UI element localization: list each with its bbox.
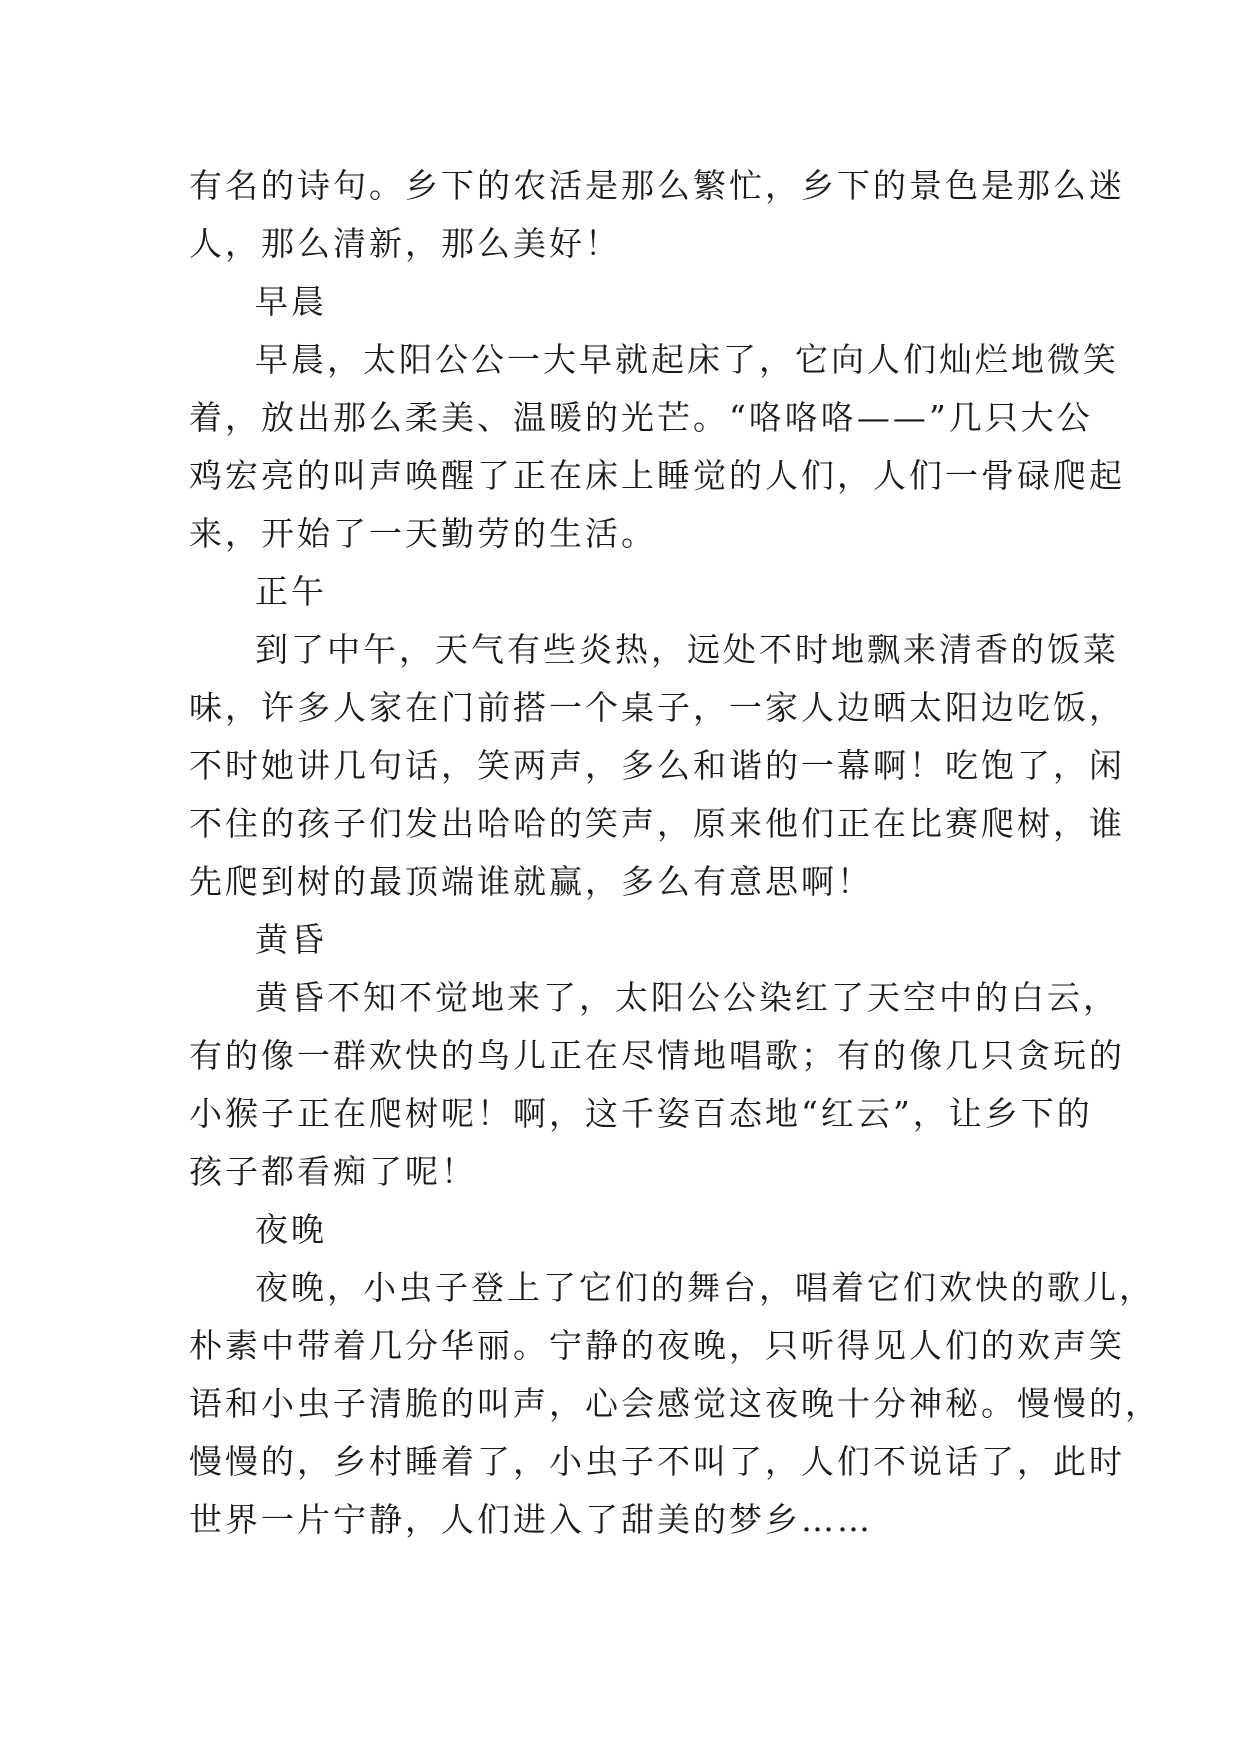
text-line: 来，开始了一天勤劳的生活。 xyxy=(189,514,657,553)
text-line: 黄昏不知不觉地来了，太阳公公染红了天空中的白云， xyxy=(255,978,1119,1017)
section-heading-noon: 正午 xyxy=(255,572,327,611)
text-line: 味，许多人家在门前搭一个桌子，一家人边晒太阳边吃饭， xyxy=(189,688,1125,727)
text-line: 先爬到树的最顶端谁就赢，多么有意思啊！ xyxy=(189,862,873,901)
text-line: 到了中午，天气有些炎热，远处不时地飘来清香的饭菜 xyxy=(255,630,1119,669)
text-line: 鸡宏亮的叫声唤醒了正在床上睡觉的人们，人们一骨碌爬起 xyxy=(189,456,1125,495)
text-line: 夜晚，小虫子登上了它们的舞台，唱着它们欢快的歌儿， xyxy=(255,1268,1155,1307)
section-heading-night: 夜晚 xyxy=(255,1210,327,1249)
text-line: 有的像一群欢快的鸟儿正在尽情地唱歌；有的像几只贪玩的 xyxy=(189,1036,1125,1075)
document-body xyxy=(189,157,1161,1549)
text-line: 语和小虫子清脆的叫声，心会感觉这夜晚十分神秘。慢慢的， xyxy=(189,1384,1161,1423)
text-line: 着，放出那么柔美、温暖的光芒。“咯咯咯——”几只大公 xyxy=(189,398,1093,437)
text-line: 小猴子正在爬树呢！啊，这千姿百态地“红云”，让乡下的 xyxy=(189,1094,1093,1133)
text-line: 朴素中带着几分华丽。宁静的夜晚，只听得见人们的欢声笑 xyxy=(189,1326,1125,1365)
text-line: 有名的诗句。乡下的农活是那么繁忙，乡下的景色是那么迷 xyxy=(189,166,1125,205)
text-line: 早晨，太阳公公一大早就起床了，它向人们灿烂地微笑 xyxy=(255,340,1119,379)
section-heading-dusk: 黄昏 xyxy=(255,920,327,959)
section-heading-morning: 早晨 xyxy=(255,282,327,321)
text-line: 孩子都看痴了呢！ xyxy=(189,1152,477,1191)
text-line: 不住的孩子们发出哈哈的笑声，原来他们正在比赛爬树，谁 xyxy=(189,804,1125,843)
text-line: 世界一片宁静，人们进入了甜美的梦乡…… xyxy=(189,1500,873,1539)
text-line: 人，那么清新，那么美好！ xyxy=(189,224,621,263)
text-line: 慢慢的，乡村睡着了，小虫子不叫了，人们不说话了，此时 xyxy=(189,1442,1125,1481)
text-line: 不时她讲几句话，笑两声，多么和谐的一幕啊！吃饱了，闲 xyxy=(189,746,1125,785)
